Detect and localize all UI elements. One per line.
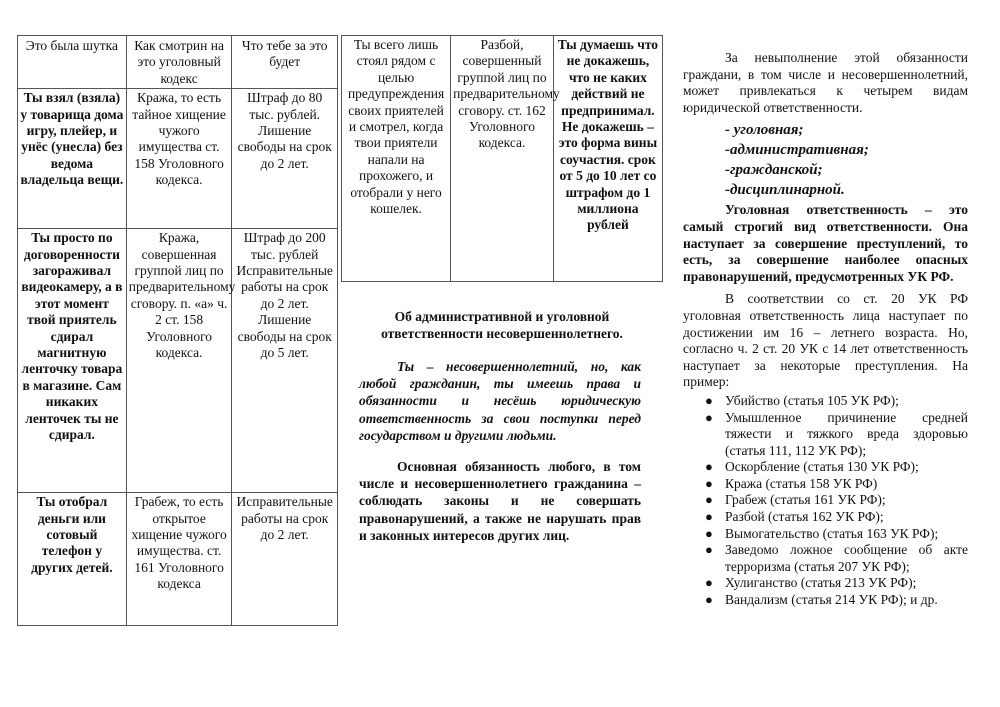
bullet-icon: ● — [705, 392, 713, 408]
list-item-text: Заведомо ложное сообщение об акте терроризма (статья 207 УК РФ); — [725, 542, 968, 574]
kind-civil: -гражданской; — [725, 162, 823, 179]
code-cell: Кража, то есть тайное хищение чужого имущества ст. 158 Уголовного кодекса. — [126, 89, 232, 229]
table-row — [342, 36, 663, 282]
list-item-text: Хулиганство (статья 213 УК РФ); — [725, 575, 917, 591]
criminal-responsibility-paragraph: Уголовная ответственность – это самый строгий вид ответственности. Она наступает за совершение преступлений, то есть, за совершение наиболее опасных правонарушений, предусмотренных УК РФ. — [683, 202, 968, 284]
bullet-icon: ● — [705, 575, 713, 591]
penalty-cell: Штраф до 80 тыс. рублей. Лишение свободы на срок до 2 лет. — [232, 89, 338, 229]
situation-cell: Ты просто по договоренности загораживал видеокамеру, а в этот момент твой приятель сдирал магнитную ленточку товара в магазине. Сам никаких ленточек ты не сдирал. — [18, 229, 127, 493]
bullet-icon: ● — [705, 475, 713, 491]
list-item-text: Разбой (статья 162 УК РФ); — [725, 509, 884, 525]
list-item — [683, 592, 968, 609]
list-item — [683, 526, 968, 543]
situation-cell: Ты всего лишь стоял рядом с целью предупреждения своих приятелей и смотрел, когда твои приятели напали на прохожего, и отобрали у него кошелек. — [342, 36, 451, 282]
offense-table — [17, 35, 338, 626]
header-cell-penalty: Что тебе за это будет — [232, 36, 338, 89]
kind-disciplinary: -дисциплинарной. — [725, 182, 845, 199]
situation-cell: Ты взял (взяла) у товарища дома игру, плейер, и унёс (унесла) без ведома владельца вещи. — [18, 89, 127, 229]
bullet-icon: ● — [705, 592, 713, 608]
bullet-icon: ● — [705, 459, 713, 475]
middle-column — [341, 35, 663, 544]
list-item-text: Оскорбление (статья 130 УК РФ); — [725, 459, 919, 475]
bullet-icon: ● — [705, 409, 713, 425]
list-item — [683, 410, 968, 460]
kind-administrative: -административная; — [725, 142, 869, 159]
code-cell: Кража, совершенная группой лиц по предварительному сговору. п. «а» ч. 2 ст. 158 Уголовного кодекса. — [126, 229, 232, 493]
bullet-icon: ● — [705, 525, 713, 541]
table-header-row — [18, 36, 338, 89]
list-item-text: Кража (статья 158 УК РФ) — [725, 475, 878, 491]
list-item-text: Умышленное причинение средней тяжести и тяжкого вреда здоровью (статья 111, 112 УК РФ); — [725, 409, 968, 458]
bullet-icon: ● — [705, 542, 713, 558]
responsibility-kinds — [725, 120, 968, 200]
penalty-cell: Штраф до 200 тыс. рублей Исправительные работы на срок до 2 лет. Лишение свободы на срок до 5 лет. — [232, 229, 338, 493]
bullet-icon: ● — [705, 509, 713, 525]
right-column — [683, 50, 968, 609]
situation-cell: Ты отобрал деньги или сотовый телефон у других детей. — [18, 493, 127, 626]
header-cell-code: Как смотрин на это уголовный кодекс — [126, 36, 232, 89]
table-row — [18, 493, 338, 626]
intro-paragraph: Ты – несовершеннолетний, но, как любой гражданин, ты имеешь права и обязанности и несёшь юридическую ответственность за свои поступки перед государством и другими людьми. — [359, 359, 641, 443]
section-title: Об административной и уголовной ответственности несовершеннолетнего. — [381, 309, 623, 341]
penalty-cell: Исправительные работы на срок до 2 лет. — [232, 493, 338, 626]
list-item — [683, 509, 968, 526]
bullet-icon: ● — [705, 492, 713, 508]
list-item — [683, 476, 968, 493]
table-row — [18, 89, 338, 229]
code-cell: Грабеж, то есть открытое хищение чужого имущества. ст. 161 Уголовного кодекса — [126, 493, 232, 626]
list-item — [683, 393, 968, 410]
list-item-text: Вымогательство (статья 163 УК РФ); — [725, 525, 939, 541]
kind-criminal: - уголовная; — [725, 122, 804, 139]
list-item-text: Грабеж (статья 161 УК РФ); — [725, 492, 886, 508]
table-row — [18, 229, 338, 493]
list-item-text: Убийство (статья 105 УК РФ); — [725, 392, 899, 408]
penalty-cell: Ты думаешь что не докажешь, что не каких действий не предпринимал. Не докажешь – это форма вины соучастия. срок от 5 до 10 лет со штрафом до 1 миллиона рублей — [553, 36, 662, 282]
list-item — [683, 575, 968, 592]
list-item — [683, 542, 968, 575]
list-item-text: Вандализм (статья 214 УК РФ); и др. — [725, 592, 938, 608]
code-cell: Разбой, совершенный группой лиц по предварительному сговору. ст. 162 Уголовного кодекса. — [451, 36, 554, 282]
offense-table-continued — [341, 35, 663, 282]
offense-table-left — [17, 35, 338, 626]
responsibility-intro: За невыполнение этой обязанности граждани, в том числе и несовершеннолетний, может привлекаться к четырем видам юридической ответственности. — [683, 50, 968, 115]
header-cell-situation: Это была шутка — [18, 36, 127, 89]
duty-paragraph: Основная обязанность любого, в том числе и несовершеннолетнего гражданина – соблюдать законы и не совершать правонарушений, а также не нарушать прав и законных интересов других лиц. — [359, 459, 641, 543]
list-item — [683, 492, 968, 509]
age-paragraph: В соответствии со ст. 20 УК РФ уголовная ответственность лица наступает по достижении им 16 – летнего возраста. Но, согласно ч. 2 ст. 20 УК с 14 лет ответственность наступает за некоторые преступления. На пример: — [683, 291, 968, 390]
list-item — [683, 459, 968, 476]
crimes-list — [683, 393, 968, 609]
